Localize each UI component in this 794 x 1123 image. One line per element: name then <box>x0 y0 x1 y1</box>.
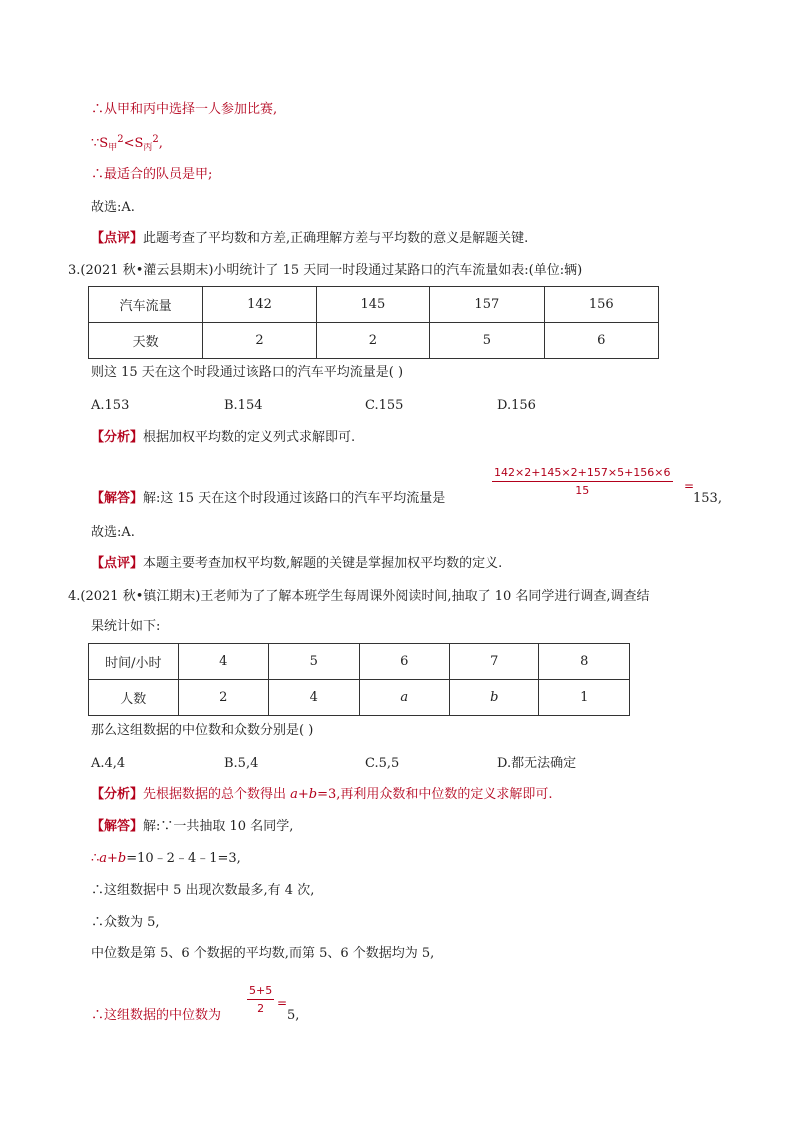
table-cell: 2 <box>316 323 429 359</box>
fraction-denominator: 15 <box>575 484 590 497</box>
table-row <box>89 287 659 323</box>
comment-tag: 【点评】 <box>91 231 144 246</box>
fraction-numerator: 5+5 <box>247 984 274 1000</box>
table-cell: 145 <box>316 287 429 323</box>
sup-2b: 2 <box>152 134 159 145</box>
question-3-prompt: 则这 15 天在这个时段通过该路口的汽车平均流量是( ) <box>91 365 404 380</box>
option-d: D.156 <box>497 398 536 413</box>
option-d: D.都无法确定 <box>497 756 577 771</box>
best-player-line: ∴最适合的队员是甲; <box>91 167 213 182</box>
table-cell: 142 <box>203 287 316 323</box>
table-cell: 5 <box>269 644 359 680</box>
answer-text: 解:这 15 天在这个时段通过该路口的汽车平均流量是 <box>143 491 446 506</box>
answer-result: 153, <box>693 491 722 506</box>
table-cell: 8 <box>539 644 630 680</box>
equals-sign: = <box>277 996 288 1010</box>
variance-comparison <box>91 135 163 154</box>
table-row <box>89 680 630 716</box>
comment-text: 此题考查了平均数和方差,正确理解方差与平均数的意义是解题关键. <box>143 231 529 246</box>
question-text: (2021 秋•灌云县期末)小明统计了 15 天同一时段通过某路口的汽车流量如表:(单位:辆) <box>80 263 583 278</box>
analysis-tag: 【分析】 <box>91 430 144 445</box>
conclusion-line: ∴从甲和丙中选择一人参加比赛, <box>91 102 278 117</box>
because-s: ∵S <box>91 136 109 151</box>
table-row <box>89 644 630 680</box>
option-c: C.5,5 <box>365 756 400 771</box>
table-cell: 天数 <box>89 323 203 359</box>
table-cell: 人数 <box>89 680 179 716</box>
traffic-table <box>88 286 659 359</box>
comment-line <box>91 555 502 573</box>
answer-line <box>91 818 293 836</box>
choice-line: 故选:A. <box>91 200 135 215</box>
question-number: 4. <box>68 589 81 604</box>
analysis-text: 根据加权平均数的定义列式求解即可. <box>143 430 356 445</box>
table-cell: 4 <box>269 680 359 716</box>
step-5: ∴这组数据的中位数为 <box>91 1008 222 1023</box>
option-b: B.154 <box>224 398 263 413</box>
option-b: B.5,4 <box>224 756 259 771</box>
table-cell: a <box>359 680 449 716</box>
therefore-symbol: ∴ <box>91 851 100 866</box>
table-cell: 156 <box>544 287 658 323</box>
step-1-text: =10﹣2﹣4﹣1=3, <box>126 851 241 866</box>
answer-text: 解:∵一共抽取 10 名同学, <box>143 819 294 834</box>
table-cell: 汽车流量 <box>89 287 203 323</box>
median-fraction <box>247 984 274 1015</box>
step-4: 中位数是第 5、6 个数据的平均数,而第 5、6 个数据均为 5, <box>91 946 435 961</box>
table-cell: 7 <box>450 644 539 680</box>
table-row <box>89 323 659 359</box>
analysis-text-pre: 先根据数据的总个数得出 <box>143 787 291 802</box>
table-cell: 4 <box>178 644 268 680</box>
option-a: A.153 <box>91 398 130 413</box>
sup-2a: 2 <box>117 134 124 145</box>
answer-line <box>91 490 445 508</box>
step-2: ∴这组数据中 5 出现次数最多,有 4 次, <box>91 883 315 898</box>
step-1-math: a+b <box>99 851 127 866</box>
equals-sign: = <box>684 479 695 493</box>
analysis-text-post: =3,再利用众数和中位数的定义求解即可. <box>317 787 553 802</box>
analysis-line <box>91 429 355 447</box>
fraction-denominator: 2 <box>257 1002 265 1015</box>
question-3-stem <box>68 262 582 280</box>
choice-line: 故选:A. <box>91 525 135 540</box>
comment-text: 本题主要考查加权平均数,解题的关键是掌握加权平均数的定义. <box>143 556 503 571</box>
table-cell: b <box>450 680 539 716</box>
question-text: (2021 秋•镇江期末)王老师为了了解本班学生每周课外阅读时间,抽取了 10 名同学进行调查,调查结 <box>80 589 650 604</box>
table-cell: 2 <box>178 680 268 716</box>
option-a: A.4,4 <box>91 756 126 771</box>
comment-tag: 【点评】 <box>91 556 144 571</box>
answer-tag: 【解答】 <box>91 491 144 506</box>
question-4-stem-cont: 果统计如下: <box>91 619 161 634</box>
table-cell: 5 <box>430 323 544 359</box>
step-3: ∴众数为 5, <box>91 915 160 930</box>
reading-time-table <box>88 643 630 716</box>
answer-tag: 【解答】 <box>91 819 144 834</box>
sub-bing: 丙 <box>143 143 153 153</box>
sub-jia: 甲 <box>108 143 118 153</box>
table-cell: 6 <box>359 644 449 680</box>
table-cell: 1 <box>539 680 630 716</box>
question-4-stem <box>68 588 650 606</box>
analysis-tag: 【分析】 <box>91 787 144 802</box>
step-1 <box>91 850 241 868</box>
table-cell: 157 <box>430 287 544 323</box>
step-5-result: 5, <box>287 1008 300 1023</box>
option-c: C.155 <box>365 398 404 413</box>
table-cell: 时间/小时 <box>89 644 179 680</box>
question-number: 3. <box>68 263 81 278</box>
table-cell: 6 <box>544 323 658 359</box>
analysis-math: a+b <box>290 787 318 802</box>
fraction-numerator: 142×2+145×2+157×5+156×6 <box>492 466 673 482</box>
less-than-s: <S <box>123 136 144 151</box>
weighted-mean-fraction <box>492 466 673 497</box>
table-cell: 2 <box>203 323 316 359</box>
comma: , <box>158 136 163 151</box>
question-4-prompt: 那么这组数据的中位数和众数分别是( ) <box>91 723 314 738</box>
analysis-line <box>91 786 553 804</box>
comment-line <box>91 230 528 248</box>
